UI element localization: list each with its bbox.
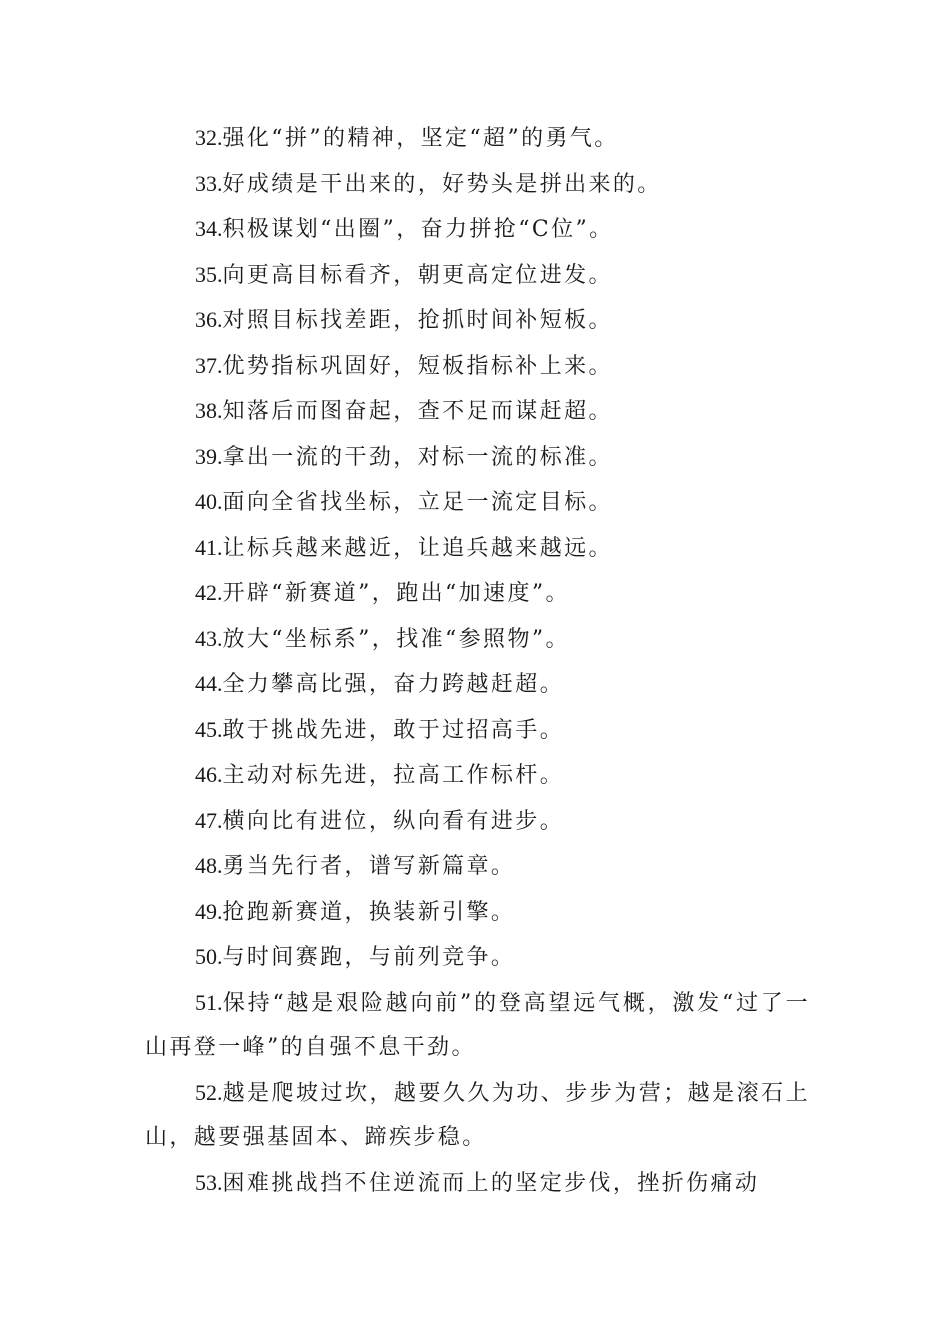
item-text: 与时间赛跑，与前列竞争。	[222, 945, 516, 970]
item-number: 46.	[195, 762, 223, 787]
list-item	[145, 571, 810, 617]
item-text: 开辟“新赛道”，跑出“加速度”。	[222, 581, 570, 606]
item-text: 向更高目标看齐，朝更高定位进发。	[222, 262, 613, 288]
list-item	[145, 435, 810, 481]
item-text: 知落后而图奋起，查不足而谋赶超。	[222, 399, 613, 424]
item-number: 34.	[195, 216, 223, 241]
list-item	[145, 480, 810, 526]
item-text: 让标兵越来越近，让追兵越来越远。	[222, 535, 613, 561]
item-text: 困难挑战挡不住逆流而上的坚定步伐，挫折伤痛动	[222, 1170, 760, 1196]
item-text: 拿出一流的干劲，对标一流的标准。	[222, 444, 613, 470]
item-number: 37.	[195, 352, 223, 378]
item-text: 抢跑新赛道，换装新引擎。	[222, 899, 516, 925]
item-text: 越是爬坡过坎，越要久久为功、步步为营；越是滚石上山，越要强基固本、蹄疾步稳。	[145, 1080, 810, 1150]
item-number: 42.	[195, 580, 223, 605]
list-item	[145, 526, 810, 572]
item-number: 49.	[195, 898, 223, 924]
item-number: 32.	[195, 125, 223, 150]
item-text: 对照目标找差距，抢抓时间补短板。	[222, 308, 613, 333]
item-text: 主动对标先进，拉高工作标杆。	[222, 763, 565, 788]
list-item	[145, 799, 810, 845]
item-number: 39.	[195, 443, 223, 469]
list-item	[145, 708, 810, 754]
item-number: 44.	[195, 671, 223, 696]
item-text: 好成绩是干出来的，好势头是拼出来的。	[222, 171, 662, 197]
list-item	[145, 890, 810, 936]
item-number: 35.	[195, 261, 223, 287]
item-text: 积极谋划“出圈”，奋力拼抢“C位”。	[222, 217, 614, 242]
item-number: 51.	[195, 989, 223, 1015]
item-number: 52.	[195, 1079, 223, 1105]
item-text: 放大“坐标系”，找准“参照物”。	[222, 626, 570, 652]
list-item	[145, 1161, 810, 1207]
item-number: 43.	[195, 625, 223, 651]
list-item	[145, 844, 810, 890]
list-item	[145, 298, 810, 344]
list-item	[145, 935, 810, 981]
list-item	[145, 116, 810, 162]
item-text: 强化“拼”的精神，坚定“超”的勇气。	[222, 126, 619, 151]
item-text: 敢于挑战先进，敢于过招高手。	[222, 717, 565, 743]
item-number: 48.	[195, 853, 223, 878]
list-item	[145, 617, 810, 663]
item-number: 40.	[195, 489, 223, 514]
list-item	[145, 981, 810, 1071]
item-number: 33.	[195, 170, 223, 196]
item-number: 45.	[195, 716, 223, 742]
item-number: 41.	[195, 534, 223, 560]
list-item	[145, 253, 810, 299]
list-item	[145, 389, 810, 435]
item-text: 优势指标巩固好，短板指标补上来。	[222, 353, 613, 379]
item-number: 53.	[195, 1169, 223, 1195]
list-item	[145, 344, 810, 390]
list-item	[145, 162, 810, 208]
document-body	[145, 116, 810, 1206]
list-item	[145, 753, 810, 799]
list-item	[145, 662, 810, 708]
item-text: 勇当先行者，谱写新篇章。	[222, 854, 516, 879]
item-text: 面向全省找坐标，立足一流定目标。	[222, 490, 613, 515]
list-item	[145, 207, 810, 253]
item-number: 47.	[195, 807, 223, 833]
item-text: 保持“越是艰险越向前”的登高望远气概，激发“过了一山再登一峰”的自强不息干劲。	[145, 990, 810, 1060]
item-number: 36.	[195, 307, 223, 332]
item-number: 38.	[195, 398, 223, 423]
item-number: 50.	[195, 944, 223, 969]
list-item	[145, 1071, 810, 1161]
item-text: 全力攀高比强，奋力跨越赶超。	[222, 672, 565, 697]
item-text: 横向比有进位，纵向看有进步。	[222, 808, 565, 834]
